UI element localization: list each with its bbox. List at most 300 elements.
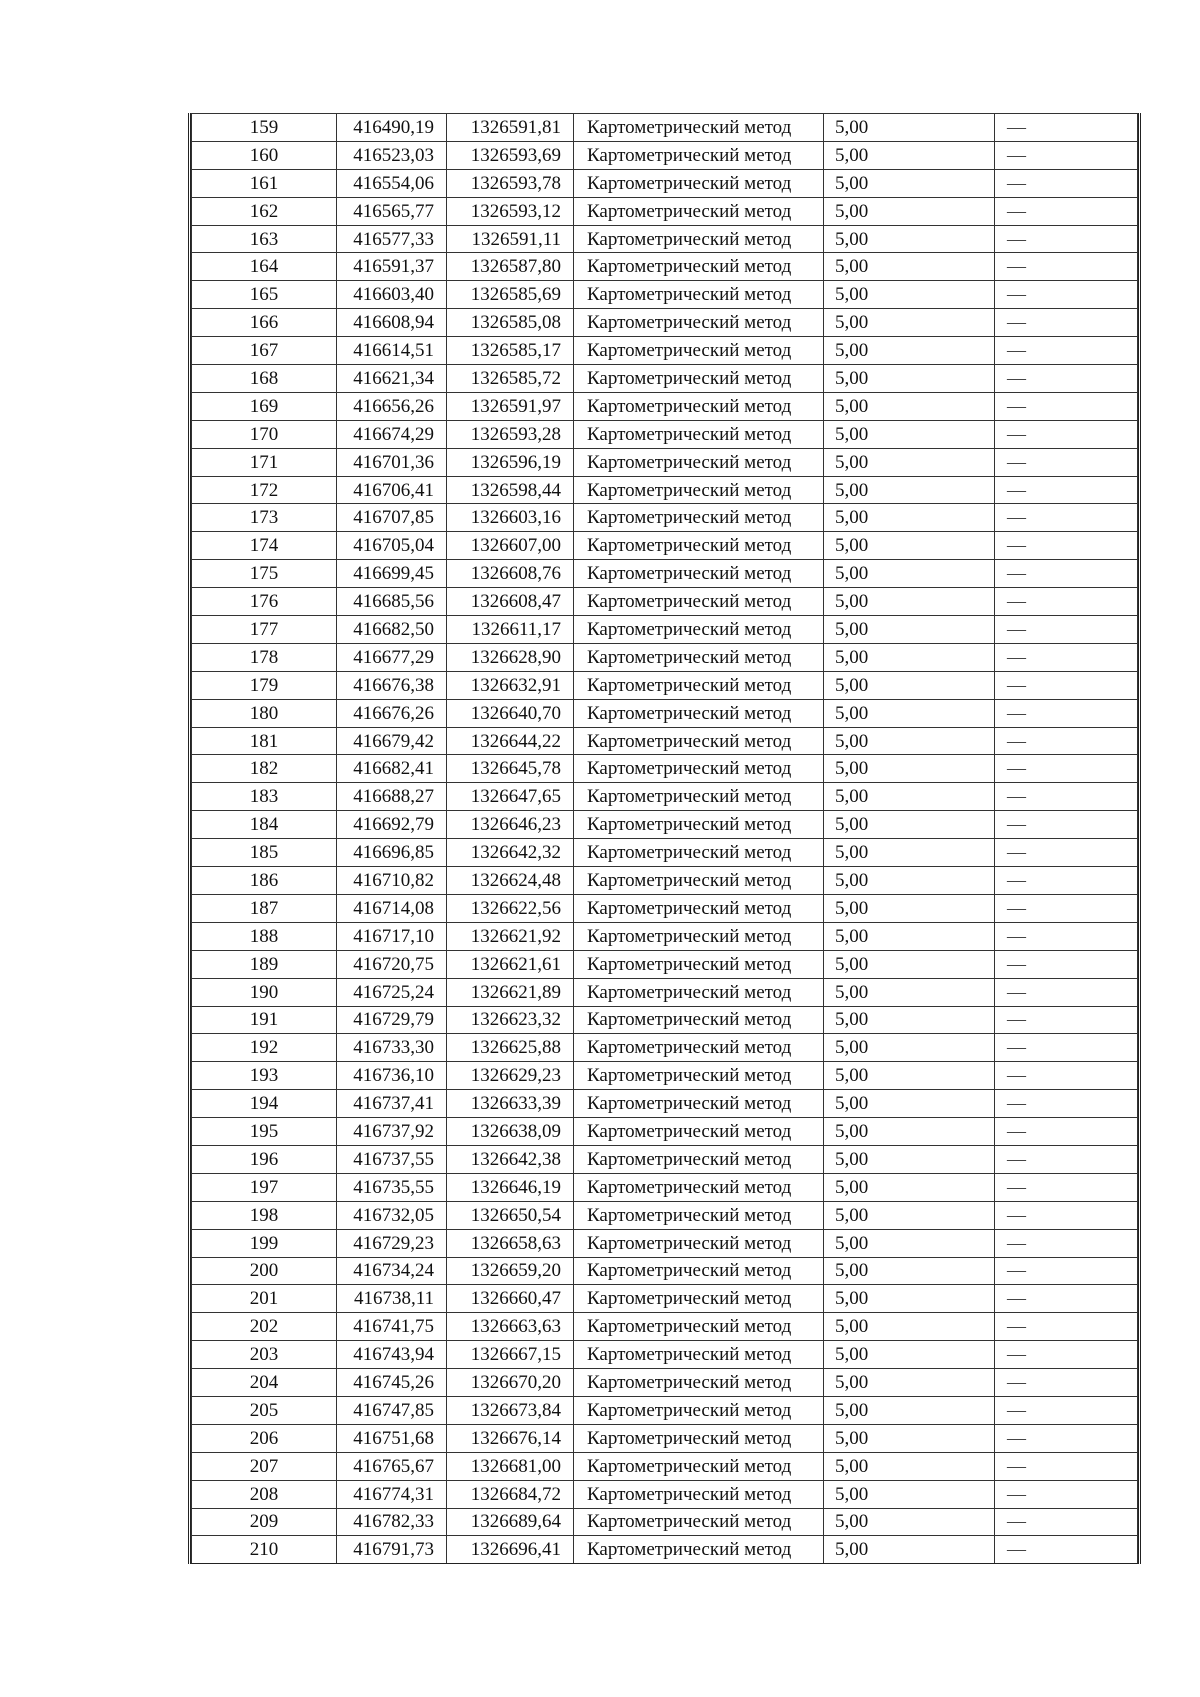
table-row bbox=[192, 504, 1138, 532]
accuracy-cell: 5,00 bbox=[824, 1396, 995, 1424]
accuracy-cell: 5,00 bbox=[824, 1118, 995, 1146]
x-coordinate-cell: 416656,26 bbox=[337, 392, 447, 420]
point-number-cell: 166 bbox=[192, 309, 337, 337]
accuracy-cell: 5,00 bbox=[824, 504, 995, 532]
x-coordinate-cell: 416732,05 bbox=[337, 1201, 447, 1229]
accuracy-cell: 5,00 bbox=[824, 1090, 995, 1118]
point-number-cell: 169 bbox=[192, 392, 337, 420]
method-cell: Картометрический метод bbox=[574, 225, 824, 253]
note-cell: — bbox=[995, 448, 1138, 476]
point-number-cell: 195 bbox=[192, 1118, 337, 1146]
table-row bbox=[192, 616, 1138, 644]
y-coordinate-cell: 1326646,19 bbox=[447, 1173, 574, 1201]
point-number-cell: 196 bbox=[192, 1145, 337, 1173]
x-coordinate-cell: 416733,30 bbox=[337, 1034, 447, 1062]
note-cell: — bbox=[995, 1257, 1138, 1285]
x-coordinate-cell: 416682,50 bbox=[337, 616, 447, 644]
point-number-cell: 190 bbox=[192, 978, 337, 1006]
x-coordinate-cell: 416696,85 bbox=[337, 839, 447, 867]
table-row bbox=[192, 1369, 1138, 1397]
accuracy-cell: 5,00 bbox=[824, 1480, 995, 1508]
y-coordinate-cell: 1326611,17 bbox=[447, 616, 574, 644]
y-coordinate-cell: 1326608,47 bbox=[447, 588, 574, 616]
table-row bbox=[192, 699, 1138, 727]
x-coordinate-cell: 416688,27 bbox=[337, 783, 447, 811]
y-coordinate-cell: 1326684,72 bbox=[447, 1480, 574, 1508]
accuracy-cell: 5,00 bbox=[824, 560, 995, 588]
point-number-cell: 200 bbox=[192, 1257, 337, 1285]
note-cell: — bbox=[995, 1536, 1138, 1564]
table-row bbox=[192, 1480, 1138, 1508]
x-coordinate-cell: 416735,55 bbox=[337, 1173, 447, 1201]
point-number-cell: 197 bbox=[192, 1173, 337, 1201]
accuracy-cell: 5,00 bbox=[824, 978, 995, 1006]
table-row bbox=[192, 476, 1138, 504]
table-row bbox=[192, 839, 1138, 867]
accuracy-cell: 5,00 bbox=[824, 365, 995, 393]
x-coordinate-cell: 416621,34 bbox=[337, 365, 447, 393]
note-cell: — bbox=[995, 1396, 1138, 1424]
accuracy-cell: 5,00 bbox=[824, 1229, 995, 1257]
x-coordinate-cell: 416729,79 bbox=[337, 1006, 447, 1034]
note-cell: — bbox=[995, 197, 1138, 225]
x-coordinate-cell: 416608,94 bbox=[337, 309, 447, 337]
point-number-cell: 209 bbox=[192, 1508, 337, 1536]
method-cell: Картометрический метод bbox=[574, 1536, 824, 1564]
x-coordinate-cell: 416523,03 bbox=[337, 141, 447, 169]
method-cell: Картометрический метод bbox=[574, 197, 824, 225]
table-row bbox=[192, 588, 1138, 616]
x-coordinate-cell: 416729,23 bbox=[337, 1229, 447, 1257]
x-coordinate-cell: 416714,08 bbox=[337, 894, 447, 922]
x-coordinate-cell: 416677,29 bbox=[337, 643, 447, 671]
method-cell: Картометрический метод bbox=[574, 588, 824, 616]
table-row bbox=[192, 141, 1138, 169]
point-number-cell: 202 bbox=[192, 1313, 337, 1341]
note-cell: — bbox=[995, 281, 1138, 309]
x-coordinate-cell: 416737,41 bbox=[337, 1090, 447, 1118]
method-cell: Картометрический метод bbox=[574, 504, 824, 532]
method-cell: Картометрический метод bbox=[574, 476, 824, 504]
note-cell: — bbox=[995, 114, 1138, 142]
x-coordinate-cell: 416705,04 bbox=[337, 532, 447, 560]
y-coordinate-cell: 1326633,39 bbox=[447, 1090, 574, 1118]
method-cell: Картометрический метод bbox=[574, 309, 824, 337]
point-number-cell: 203 bbox=[192, 1341, 337, 1369]
accuracy-cell: 5,00 bbox=[824, 783, 995, 811]
y-coordinate-cell: 1326642,38 bbox=[447, 1145, 574, 1173]
accuracy-cell: 5,00 bbox=[824, 281, 995, 309]
point-number-cell: 193 bbox=[192, 1062, 337, 1090]
table-row bbox=[192, 1424, 1138, 1452]
method-cell: Картометрический метод bbox=[574, 1480, 824, 1508]
y-coordinate-cell: 1326593,69 bbox=[447, 141, 574, 169]
method-cell: Картометрический метод bbox=[574, 1369, 824, 1397]
note-cell: — bbox=[995, 1452, 1138, 1480]
table-row bbox=[192, 867, 1138, 895]
y-coordinate-cell: 1326591,81 bbox=[447, 114, 574, 142]
point-number-cell: 160 bbox=[192, 141, 337, 169]
point-number-cell: 185 bbox=[192, 839, 337, 867]
x-coordinate-cell: 416720,75 bbox=[337, 950, 447, 978]
x-coordinate-cell: 416717,10 bbox=[337, 922, 447, 950]
accuracy-cell: 5,00 bbox=[824, 588, 995, 616]
method-cell: Картометрический метод bbox=[574, 922, 824, 950]
note-cell: — bbox=[995, 225, 1138, 253]
table-row bbox=[192, 253, 1138, 281]
table-row bbox=[192, 727, 1138, 755]
point-number-cell: 180 bbox=[192, 699, 337, 727]
method-cell: Картометрический метод bbox=[574, 699, 824, 727]
accuracy-cell: 5,00 bbox=[824, 839, 995, 867]
x-coordinate-cell: 416591,37 bbox=[337, 253, 447, 281]
note-cell: — bbox=[995, 1062, 1138, 1090]
accuracy-cell: 5,00 bbox=[824, 1173, 995, 1201]
x-coordinate-cell: 416737,55 bbox=[337, 1145, 447, 1173]
accuracy-cell: 5,00 bbox=[824, 1536, 995, 1564]
x-coordinate-cell: 416734,24 bbox=[337, 1257, 447, 1285]
y-coordinate-cell: 1326624,48 bbox=[447, 867, 574, 895]
accuracy-cell: 5,00 bbox=[824, 309, 995, 337]
y-coordinate-cell: 1326645,78 bbox=[447, 755, 574, 783]
y-coordinate-cell: 1326673,84 bbox=[447, 1396, 574, 1424]
method-cell: Картометрический метод bbox=[574, 894, 824, 922]
point-number-cell: 184 bbox=[192, 811, 337, 839]
y-coordinate-cell: 1326625,88 bbox=[447, 1034, 574, 1062]
note-cell: — bbox=[995, 1508, 1138, 1536]
note-cell: — bbox=[995, 699, 1138, 727]
x-coordinate-cell: 416710,82 bbox=[337, 867, 447, 895]
accuracy-cell: 5,00 bbox=[824, 420, 995, 448]
x-coordinate-cell: 416701,36 bbox=[337, 448, 447, 476]
table-row bbox=[192, 1201, 1138, 1229]
accuracy-cell: 5,00 bbox=[824, 1201, 995, 1229]
y-coordinate-cell: 1326658,63 bbox=[447, 1229, 574, 1257]
table-row bbox=[192, 337, 1138, 365]
point-number-cell: 206 bbox=[192, 1424, 337, 1452]
x-coordinate-cell: 416738,11 bbox=[337, 1285, 447, 1313]
table-row bbox=[192, 197, 1138, 225]
coordinates-table-body bbox=[192, 114, 1138, 1564]
x-coordinate-cell: 416679,42 bbox=[337, 727, 447, 755]
point-number-cell: 178 bbox=[192, 643, 337, 671]
accuracy-cell: 5,00 bbox=[824, 867, 995, 895]
y-coordinate-cell: 1326638,09 bbox=[447, 1118, 574, 1146]
accuracy-cell: 5,00 bbox=[824, 392, 995, 420]
x-coordinate-cell: 416674,29 bbox=[337, 420, 447, 448]
point-number-cell: 198 bbox=[192, 1201, 337, 1229]
y-coordinate-cell: 1326650,54 bbox=[447, 1201, 574, 1229]
accuracy-cell: 5,00 bbox=[824, 894, 995, 922]
point-number-cell: 159 bbox=[192, 114, 337, 142]
x-coordinate-cell: 416699,45 bbox=[337, 560, 447, 588]
method-cell: Картометрический метод bbox=[574, 1424, 824, 1452]
x-coordinate-cell: 416554,06 bbox=[337, 169, 447, 197]
x-coordinate-cell: 416682,41 bbox=[337, 755, 447, 783]
y-coordinate-cell: 1326629,23 bbox=[447, 1062, 574, 1090]
y-coordinate-cell: 1326681,00 bbox=[447, 1452, 574, 1480]
method-cell: Картометрический метод bbox=[574, 532, 824, 560]
note-cell: — bbox=[995, 1145, 1138, 1173]
table-row bbox=[192, 950, 1138, 978]
x-coordinate-cell: 416565,77 bbox=[337, 197, 447, 225]
y-coordinate-cell: 1326585,08 bbox=[447, 309, 574, 337]
y-coordinate-cell: 1326593,78 bbox=[447, 169, 574, 197]
note-cell: — bbox=[995, 476, 1138, 504]
method-cell: Картометрический метод bbox=[574, 1257, 824, 1285]
y-coordinate-cell: 1326646,23 bbox=[447, 811, 574, 839]
point-number-cell: 194 bbox=[192, 1090, 337, 1118]
y-coordinate-cell: 1326667,15 bbox=[447, 1341, 574, 1369]
x-coordinate-cell: 416736,10 bbox=[337, 1062, 447, 1090]
accuracy-cell: 5,00 bbox=[824, 922, 995, 950]
x-coordinate-cell: 416676,38 bbox=[337, 671, 447, 699]
accuracy-cell: 5,00 bbox=[824, 1145, 995, 1173]
table-row bbox=[192, 560, 1138, 588]
accuracy-cell: 5,00 bbox=[824, 1452, 995, 1480]
point-number-cell: 181 bbox=[192, 727, 337, 755]
x-coordinate-cell: 416743,94 bbox=[337, 1341, 447, 1369]
accuracy-cell: 5,00 bbox=[824, 1369, 995, 1397]
method-cell: Картометрический метод bbox=[574, 1313, 824, 1341]
point-number-cell: 172 bbox=[192, 476, 337, 504]
x-coordinate-cell: 416577,33 bbox=[337, 225, 447, 253]
y-coordinate-cell: 1326593,28 bbox=[447, 420, 574, 448]
note-cell: — bbox=[995, 420, 1138, 448]
method-cell: Картометрический метод bbox=[574, 560, 824, 588]
y-coordinate-cell: 1326670,20 bbox=[447, 1369, 574, 1397]
y-coordinate-cell: 1326696,41 bbox=[447, 1536, 574, 1564]
accuracy-cell: 5,00 bbox=[824, 755, 995, 783]
method-cell: Картометрический метод bbox=[574, 755, 824, 783]
note-cell: — bbox=[995, 532, 1138, 560]
y-coordinate-cell: 1326621,61 bbox=[447, 950, 574, 978]
table-row bbox=[192, 755, 1138, 783]
method-cell: Картометрический метод bbox=[574, 727, 824, 755]
table-row bbox=[192, 1006, 1138, 1034]
x-coordinate-cell: 416774,31 bbox=[337, 1480, 447, 1508]
table-row bbox=[192, 894, 1138, 922]
y-coordinate-cell: 1326585,69 bbox=[447, 281, 574, 309]
table-row bbox=[192, 1034, 1138, 1062]
table-row bbox=[192, 1396, 1138, 1424]
y-coordinate-cell: 1326647,65 bbox=[447, 783, 574, 811]
method-cell: Картометрический метод bbox=[574, 811, 824, 839]
table-row bbox=[192, 1118, 1138, 1146]
note-cell: — bbox=[995, 755, 1138, 783]
accuracy-cell: 5,00 bbox=[824, 1257, 995, 1285]
table-row bbox=[192, 420, 1138, 448]
note-cell: — bbox=[995, 1034, 1138, 1062]
accuracy-cell: 5,00 bbox=[824, 950, 995, 978]
x-coordinate-cell: 416614,51 bbox=[337, 337, 447, 365]
accuracy-cell: 5,00 bbox=[824, 616, 995, 644]
y-coordinate-cell: 1326632,91 bbox=[447, 671, 574, 699]
method-cell: Картометрический метод bbox=[574, 1285, 824, 1313]
x-coordinate-cell: 416603,40 bbox=[337, 281, 447, 309]
note-cell: — bbox=[995, 253, 1138, 281]
table-row bbox=[192, 309, 1138, 337]
point-number-cell: 175 bbox=[192, 560, 337, 588]
note-cell: — bbox=[995, 588, 1138, 616]
x-coordinate-cell: 416707,85 bbox=[337, 504, 447, 532]
accuracy-cell: 5,00 bbox=[824, 253, 995, 281]
note-cell: — bbox=[995, 169, 1138, 197]
point-number-cell: 170 bbox=[192, 420, 337, 448]
table-row bbox=[192, 1090, 1138, 1118]
method-cell: Картометрический метод bbox=[574, 114, 824, 142]
table-row bbox=[192, 1285, 1138, 1313]
note-cell: — bbox=[995, 504, 1138, 532]
point-number-cell: 191 bbox=[192, 1006, 337, 1034]
y-coordinate-cell: 1326608,76 bbox=[447, 560, 574, 588]
y-coordinate-cell: 1326607,00 bbox=[447, 532, 574, 560]
x-coordinate-cell: 416685,56 bbox=[337, 588, 447, 616]
note-cell: — bbox=[995, 811, 1138, 839]
method-cell: Картометрический метод bbox=[574, 1034, 824, 1062]
table-row bbox=[192, 1508, 1138, 1536]
coordinates-table bbox=[191, 113, 1138, 1564]
table-row bbox=[192, 643, 1138, 671]
point-number-cell: 171 bbox=[192, 448, 337, 476]
note-cell: — bbox=[995, 1341, 1138, 1369]
point-number-cell: 163 bbox=[192, 225, 337, 253]
note-cell: — bbox=[995, 839, 1138, 867]
method-cell: Картометрический метод bbox=[574, 1508, 824, 1536]
x-coordinate-cell: 416692,79 bbox=[337, 811, 447, 839]
accuracy-cell: 5,00 bbox=[824, 1062, 995, 1090]
point-number-cell: 182 bbox=[192, 755, 337, 783]
y-coordinate-cell: 1326587,80 bbox=[447, 253, 574, 281]
accuracy-cell: 5,00 bbox=[824, 532, 995, 560]
x-coordinate-cell: 416706,41 bbox=[337, 476, 447, 504]
method-cell: Картометрический метод bbox=[574, 1090, 824, 1118]
note-cell: — bbox=[995, 1229, 1138, 1257]
note-cell: — bbox=[995, 560, 1138, 588]
method-cell: Картометрический метод bbox=[574, 1229, 824, 1257]
note-cell: — bbox=[995, 1090, 1138, 1118]
table-row bbox=[192, 392, 1138, 420]
note-cell: — bbox=[995, 1006, 1138, 1034]
x-coordinate-cell: 416490,19 bbox=[337, 114, 447, 142]
table-row bbox=[192, 1145, 1138, 1173]
y-coordinate-cell: 1326640,70 bbox=[447, 699, 574, 727]
point-number-cell: 174 bbox=[192, 532, 337, 560]
method-cell: Картометрический метод bbox=[574, 1341, 824, 1369]
y-coordinate-cell: 1326585,17 bbox=[447, 337, 574, 365]
accuracy-cell: 5,00 bbox=[824, 1006, 995, 1034]
table-row bbox=[192, 1257, 1138, 1285]
x-coordinate-cell: 416676,26 bbox=[337, 699, 447, 727]
accuracy-cell: 5,00 bbox=[824, 643, 995, 671]
note-cell: — bbox=[995, 1118, 1138, 1146]
x-coordinate-cell: 416745,26 bbox=[337, 1369, 447, 1397]
x-coordinate-cell: 416791,73 bbox=[337, 1536, 447, 1564]
note-cell: — bbox=[995, 894, 1138, 922]
table-row bbox=[192, 1313, 1138, 1341]
note-cell: — bbox=[995, 950, 1138, 978]
accuracy-cell: 5,00 bbox=[824, 727, 995, 755]
point-number-cell: 165 bbox=[192, 281, 337, 309]
table-row bbox=[192, 978, 1138, 1006]
method-cell: Картометрический метод bbox=[574, 839, 824, 867]
method-cell: Картометрический метод bbox=[574, 1118, 824, 1146]
note-cell: — bbox=[995, 727, 1138, 755]
note-cell: — bbox=[995, 1173, 1138, 1201]
point-number-cell: 176 bbox=[192, 588, 337, 616]
x-coordinate-cell: 416782,33 bbox=[337, 1508, 447, 1536]
point-number-cell: 167 bbox=[192, 337, 337, 365]
y-coordinate-cell: 1326621,92 bbox=[447, 922, 574, 950]
y-coordinate-cell: 1326623,32 bbox=[447, 1006, 574, 1034]
point-number-cell: 168 bbox=[192, 365, 337, 393]
x-coordinate-cell: 416725,24 bbox=[337, 978, 447, 1006]
point-number-cell: 164 bbox=[192, 253, 337, 281]
y-coordinate-cell: 1326591,11 bbox=[447, 225, 574, 253]
table-row bbox=[192, 1341, 1138, 1369]
point-number-cell: 186 bbox=[192, 867, 337, 895]
note-cell: — bbox=[995, 783, 1138, 811]
y-coordinate-cell: 1326642,32 bbox=[447, 839, 574, 867]
note-cell: — bbox=[995, 309, 1138, 337]
point-number-cell: 204 bbox=[192, 1369, 337, 1397]
method-cell: Картометрический метод bbox=[574, 392, 824, 420]
note-cell: — bbox=[995, 643, 1138, 671]
point-number-cell: 199 bbox=[192, 1229, 337, 1257]
table-row bbox=[192, 365, 1138, 393]
method-cell: Картометрический метод bbox=[574, 1452, 824, 1480]
accuracy-cell: 5,00 bbox=[824, 448, 995, 476]
table-row bbox=[192, 671, 1138, 699]
accuracy-cell: 5,00 bbox=[824, 141, 995, 169]
method-cell: Картометрический метод bbox=[574, 978, 824, 1006]
table-row bbox=[192, 1229, 1138, 1257]
note-cell: — bbox=[995, 616, 1138, 644]
accuracy-cell: 5,00 bbox=[824, 671, 995, 699]
y-coordinate-cell: 1326644,22 bbox=[447, 727, 574, 755]
accuracy-cell: 5,00 bbox=[824, 1424, 995, 1452]
accuracy-cell: 5,00 bbox=[824, 811, 995, 839]
accuracy-cell: 5,00 bbox=[824, 225, 995, 253]
note-cell: — bbox=[995, 1201, 1138, 1229]
y-coordinate-cell: 1326596,19 bbox=[447, 448, 574, 476]
note-cell: — bbox=[995, 392, 1138, 420]
note-cell: — bbox=[995, 978, 1138, 1006]
point-number-cell: 179 bbox=[192, 671, 337, 699]
y-coordinate-cell: 1326598,44 bbox=[447, 476, 574, 504]
method-cell: Картометрический метод bbox=[574, 616, 824, 644]
method-cell: Картометрический метод bbox=[574, 253, 824, 281]
note-cell: — bbox=[995, 671, 1138, 699]
note-cell: — bbox=[995, 1369, 1138, 1397]
note-cell: — bbox=[995, 1313, 1138, 1341]
table-row bbox=[192, 448, 1138, 476]
note-cell: — bbox=[995, 922, 1138, 950]
table-row bbox=[192, 281, 1138, 309]
point-number-cell: 201 bbox=[192, 1285, 337, 1313]
y-coordinate-cell: 1326659,20 bbox=[447, 1257, 574, 1285]
accuracy-cell: 5,00 bbox=[824, 1508, 995, 1536]
method-cell: Картометрический метод bbox=[574, 420, 824, 448]
method-cell: Картометрический метод bbox=[574, 950, 824, 978]
accuracy-cell: 5,00 bbox=[824, 337, 995, 365]
accuracy-cell: 5,00 bbox=[824, 197, 995, 225]
note-cell: — bbox=[995, 337, 1138, 365]
accuracy-cell: 5,00 bbox=[824, 1341, 995, 1369]
x-coordinate-cell: 416737,92 bbox=[337, 1118, 447, 1146]
document-page bbox=[188, 113, 1141, 1564]
table-row bbox=[192, 225, 1138, 253]
